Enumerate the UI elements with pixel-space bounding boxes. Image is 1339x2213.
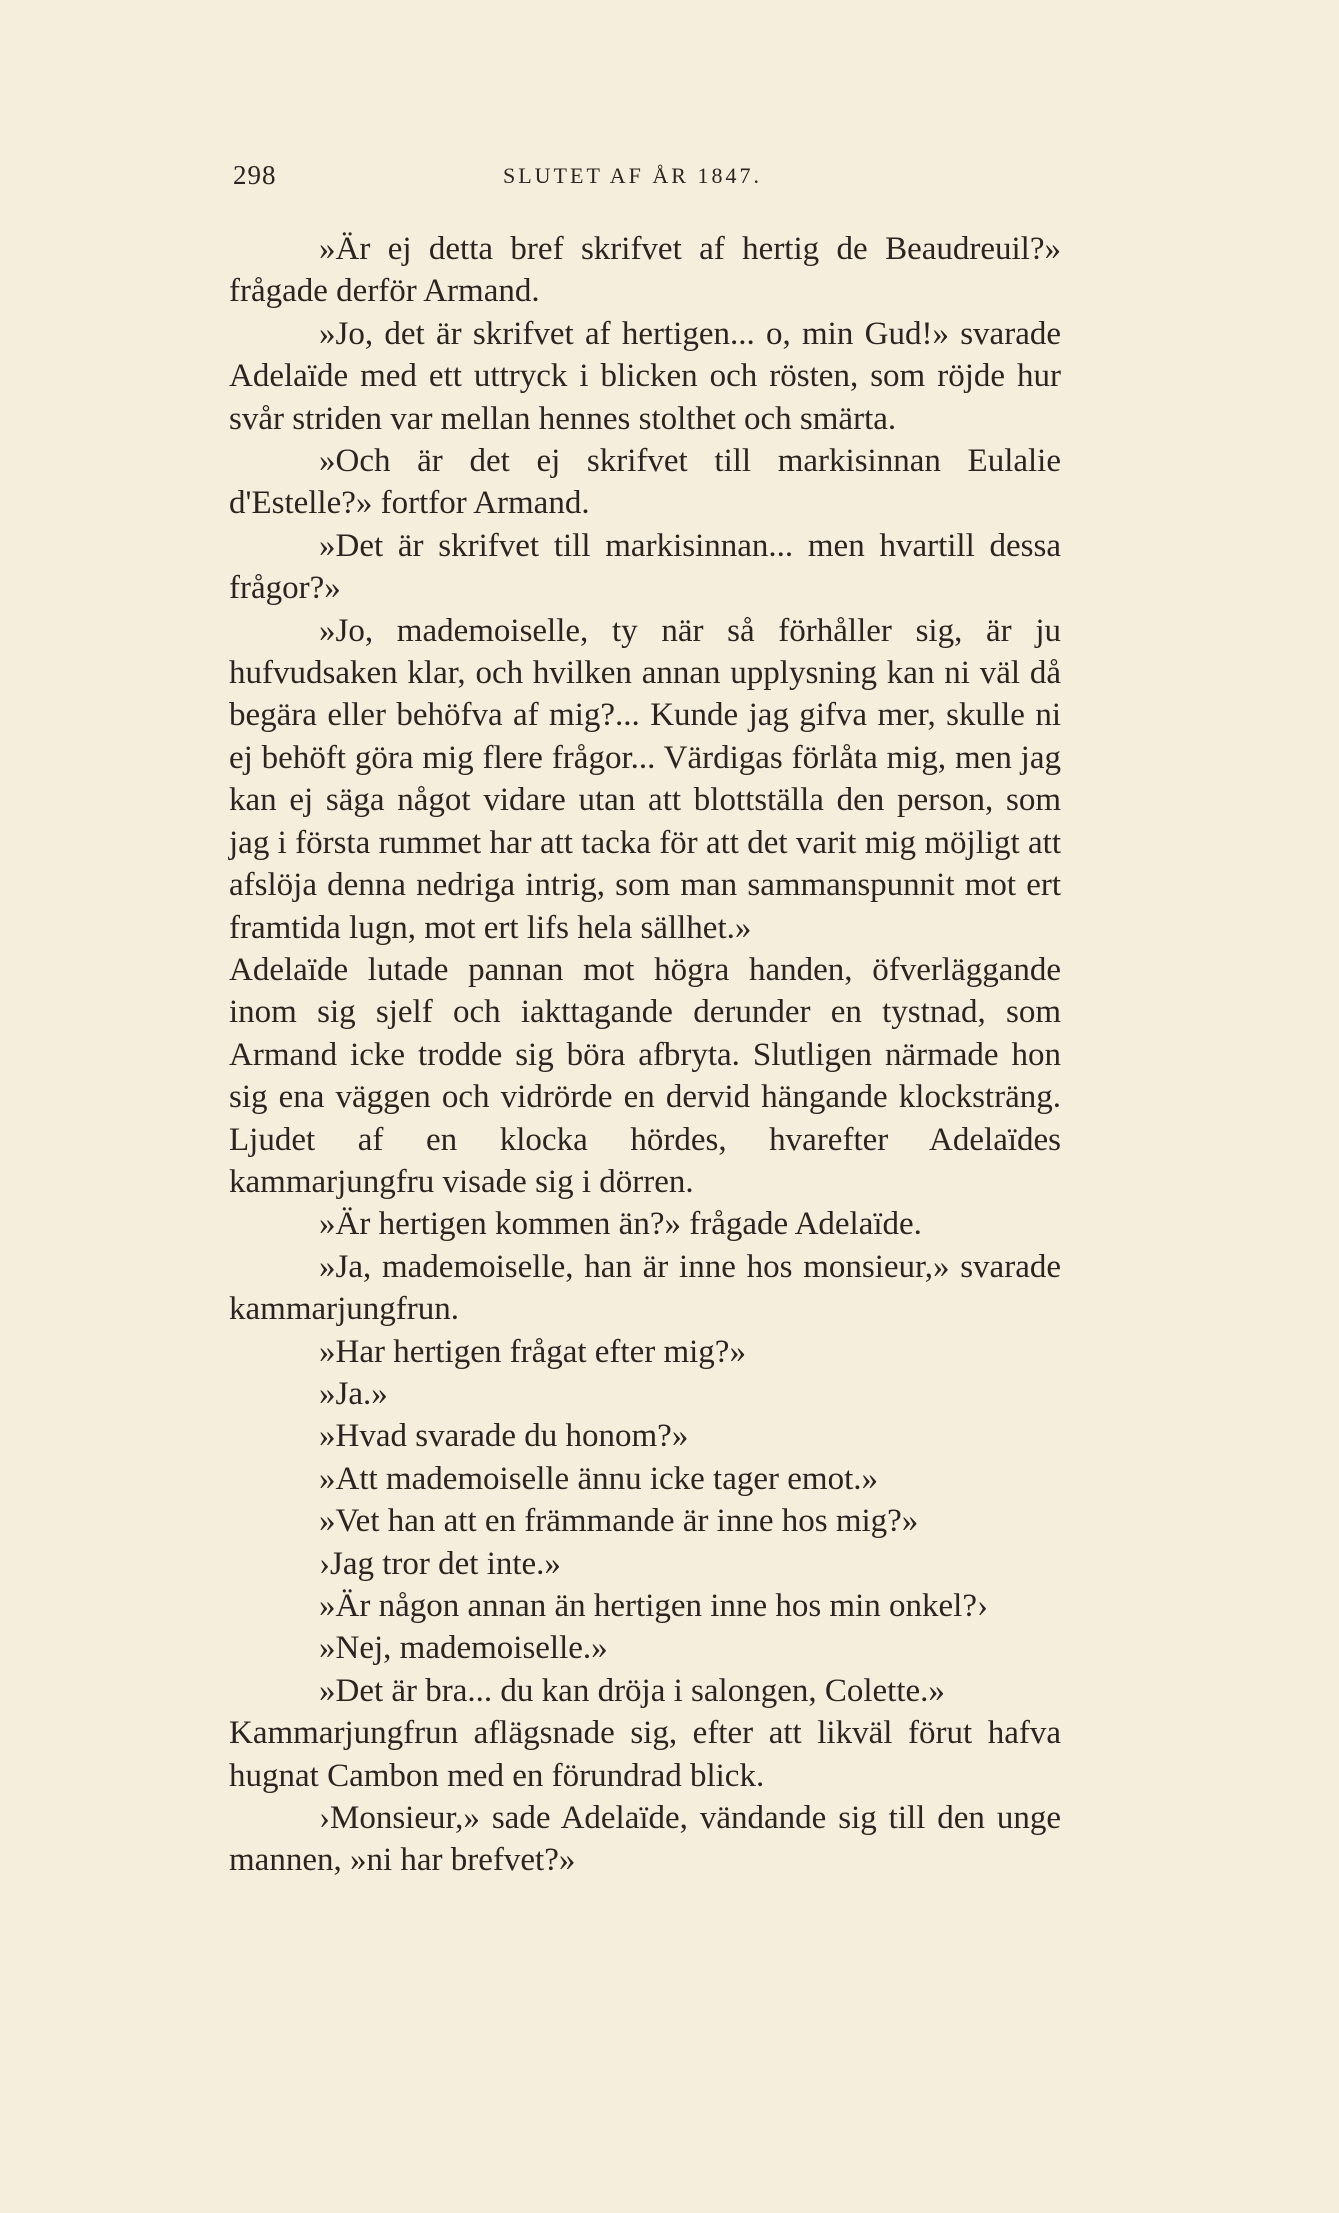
- paragraph: »Nej, mademoiselle.»: [319, 1630, 608, 1667]
- paragraph: »Och är det ej skrifvet till markisinnan Eulalie d'Estelle?» fortfor Armand.: [229, 443, 1061, 522]
- paragraph: Adelaïde lutade pannan mot högra handen, öfverläggande inom sig sjelf och iakttagande derunder en tystnad, som Armand icke trodde sig böra afbryta. Slutligen närmade hon sig ena väggen och vidrörde en dervid hängande klocksträng. Ljudet af en klocka hördes, hvarefter Adelaïdes kammarjungfru visade sig i dörren.: [229, 951, 1061, 1200]
- paragraph: ›Jag tror det inte.»: [319, 1545, 561, 1582]
- paragraph: »Hvad svarade du honom?»: [319, 1418, 689, 1455]
- paragraph: »Det är skrifvet till markisinnan... men hvartill dessa frågor?»: [229, 527, 1061, 607]
- paragraph: »Är ej detta bref skrifvet af hertig de Beaudreuil?» frågade derför Armand.: [229, 231, 1061, 310]
- page-header: [233, 160, 921, 200]
- paragraph: »Jo, mademoiselle, ty när så förhåller sig, är ju hufvudsaken klar, och hvilken annan upplysning kan ni väl då begära eller behöfva af mig?... Kunde jag gifva mer, skulle ni ej behöft göra mig flere frågor... Värdigas förlåta mig, men jag kan ej säga något vidare utan att blottställa den person, som jag i första rummet har att tacka för att det varit mig möjligt att afslöja denna nedriga intrig, som man sammanspunnit mot ert framtida lugn, mot ert lifs hela sällhet.»: [229, 612, 1061, 946]
- paragraph: ›Monsieur,» sade Adelaïde, vändande sig till den unge mannen, »ni har brefvet?»: [229, 1800, 1061, 1879]
- running-title: SLUTET AF ÅR 1847.: [503, 163, 762, 188]
- paragraph: »Jo, det är skrifvet af hertigen... o, min Gud!» svarade Adelaïde med ett uttryck i blicken och rösten, som röjde hur svår striden var mellan hennes stolthet och smärta.: [229, 315, 1061, 437]
- paragraph: »Är hertigen kommen än?» frågade Adelaïde.: [319, 1206, 922, 1243]
- body-text: [229, 228, 1061, 1882]
- paragraph: »Det är bra... du kan dröja i salongen, Colette.»: [319, 1672, 945, 1709]
- paragraph: »Ja, mademoiselle, han är inne hos monsieur,» svarade kammarjungfrun.: [229, 1248, 1061, 1328]
- paragraph: »Att mademoiselle ännu icke tager emot.»: [319, 1460, 878, 1497]
- paragraph: Kammarjungfrun aflägsnade sig, efter att likväl förut hafva hugnat Cambon med en förundrad blick.: [229, 1715, 1061, 1794]
- paragraph: »Vet han att en främmande är inne hos mig?»: [319, 1503, 919, 1540]
- paragraph: »Ja.»: [319, 1375, 388, 1412]
- paragraph: »Har hertigen frågat efter mig?»: [319, 1333, 746, 1370]
- page-number: 298: [233, 160, 277, 190]
- paragraph: »Är någon annan än hertigen inne hos min onkel?›: [319, 1588, 988, 1624]
